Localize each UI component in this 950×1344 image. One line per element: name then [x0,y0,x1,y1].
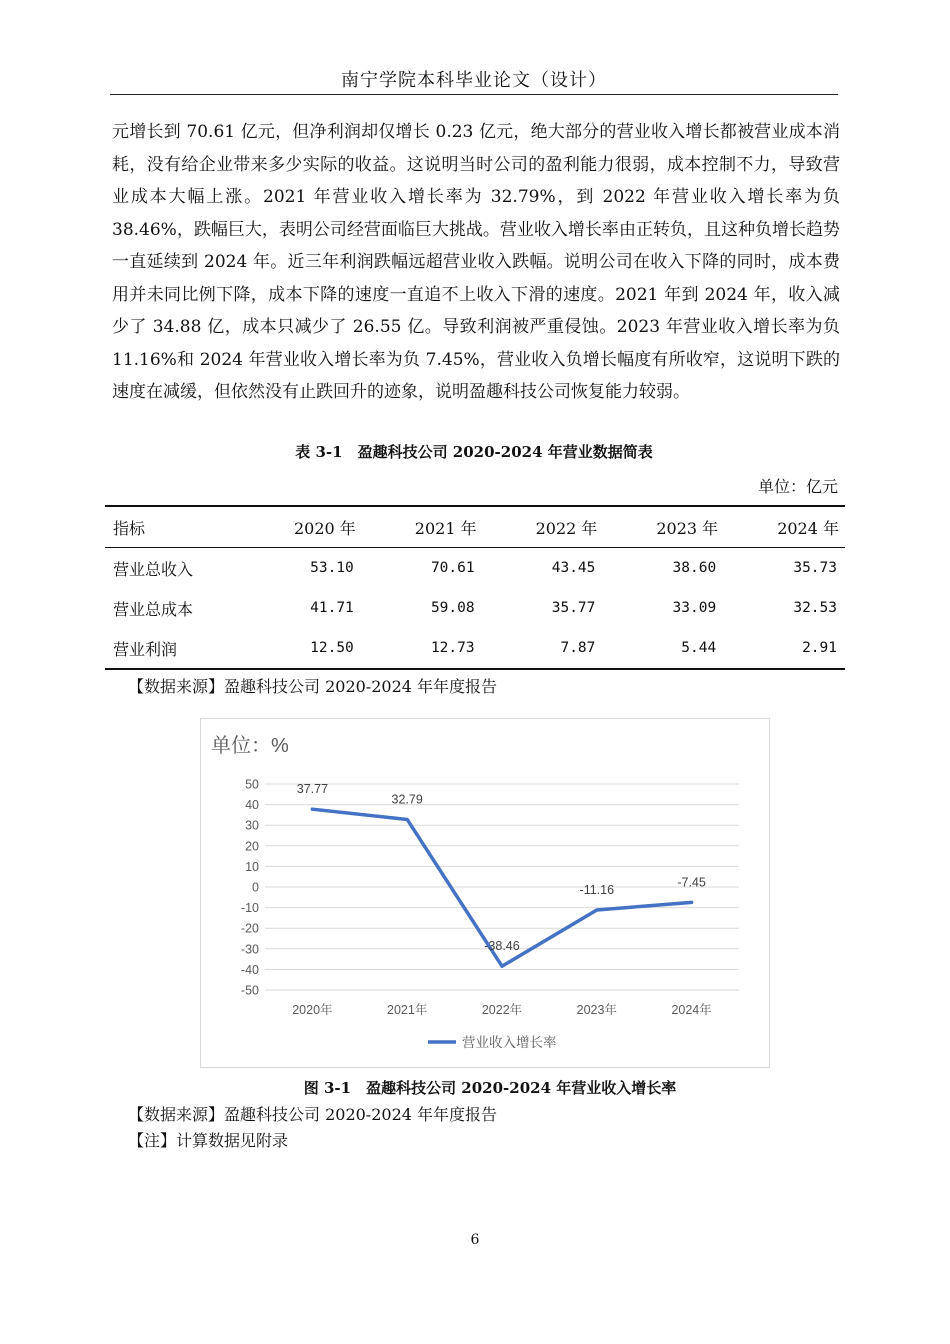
running-header: 南宁学院本科毕业论文（设计） [341,70,607,91]
y-tick-label: 40 [245,798,259,813]
table-cell: 12.73 [430,640,475,656]
table-row [105,628,845,669]
table-title: 表 3-1 盈趣科技公司 2020-2024 年营业数据简表 [295,443,653,461]
table-cell: 35.73 [793,560,837,576]
data-label: 37.77 [296,782,329,797]
y-tick-label: 20 [245,839,259,854]
data-point [406,818,409,821]
figure-title: 图 3-1 盈趣科技公司 2020-2024 年营业收入增长率 [303,1079,677,1097]
table-cell: 35.77 [551,600,596,616]
x-tick-label: 2024年 [671,1003,712,1017]
table-cell: 70.61 [430,560,475,576]
x-tick-label: 2022年 [481,1003,523,1017]
table-header-cell: 2020 年 [293,518,356,538]
page-number: 6 [470,1232,480,1248]
table-cell: 营业总成本 [113,599,194,619]
chart-svg [201,719,769,1067]
data-table [105,505,845,670]
table-unit: 单位：亿元 [757,477,838,496]
table-cell: 43.45 [551,560,596,576]
data-label: -11.16 [579,882,615,897]
legend-label: 营业收入增长率 [462,1035,557,1050]
table-cell: 53.10 [310,560,354,576]
x-tick-label: 2023年 [576,1003,617,1017]
data-label: -7.45 [677,875,706,890]
line-chart [200,718,770,1068]
data-point [595,908,598,911]
table-header-cell: 2021 年 [414,518,477,538]
x-tick-label: 2021年 [387,1003,428,1017]
table-cell: 33.09 [672,600,717,616]
table-cell: 59.08 [430,600,475,616]
body-text [112,116,840,409]
y-tick-label: -20 [240,921,259,936]
data-point [501,965,504,968]
y-tick-label: -30 [240,942,259,957]
y-tick-label: 10 [245,859,259,874]
table-header-row [105,506,845,548]
data-label: -38.46 [484,939,520,954]
table-row [105,548,845,589]
data-point [690,901,693,904]
table-cell: 7.87 [560,640,596,656]
table-row [105,588,845,628]
table-cell: 38.60 [672,560,717,576]
figure-source: 【数据来源】盈趣科技公司 2020-2024 年年度报告 [128,1105,498,1124]
table-cell: 营业利润 [113,639,178,659]
y-tick-label: 30 [245,818,259,833]
table-cell: 营业总收入 [113,559,194,579]
table-cell: 12.50 [310,640,354,656]
header-rule [110,94,838,95]
table-source: 【数据来源】盈趣科技公司 2020-2024 年年度报告 [128,677,498,696]
x-tick-label: 2020年 [292,1003,333,1017]
data-label: 32.79 [391,792,423,807]
table-header-cell: 指标 [113,518,146,538]
table-header-cell: 2022 年 [535,518,598,538]
figure-note: 【注】计算数据见附录 [128,1131,289,1150]
table-cell: 41.71 [310,600,354,616]
table-header-cell: 2024 年 [777,518,839,538]
table-header-cell: 2023 年 [656,518,719,538]
table-cell: 32.53 [793,600,837,616]
body-paragraph: 元增长到 70.61 亿元，但净利润却仅增长 0.23 亿元，绝大部分的营业收入增长都被营业成本消耗，没有给企业带来多少实际的收益。这说明当时公司的盈利能力很弱，成本控制不力，导致营业成本大幅上涨。2021 年营业收入增长率为 32.79%，到 2022 年营业收入增长率为负 38.46%，跌幅巨大，表明公司经营面临巨大挑战。营业收入增长率由正转负，且这种负增长趋势一直延续到 2024 年。近三年利润跌幅远超营业收入跌幅。说明公司在收入下降的同时，成本费用并未同比例下降，成本下降的速度一直追不上收入下滑的速度。2021 年到 2024 年，收入减少了 34.88 亿，成本只减少了 26.55 亿。导致利润被严重侵蚀。2023 年营业收入增长率为负 11.16%和 2024 年营业收入增长率为负 7.45%，营业收入负增长幅度有所收窄，这说明下跌的速度在减缓，但依然没有止跌回升的迹象，说明盈趣科技公司恢复能力较弱。 [112,122,840,402]
y-tick-label: -50 [240,983,259,998]
y-tick-label: -10 [240,901,259,916]
table-cell: 5.44 [681,640,717,656]
chart-title: 单位：% [211,735,289,757]
data-point [311,808,314,811]
y-tick-label: -40 [240,962,259,977]
y-tick-label: 0 [252,880,259,895]
table-cell: 2.91 [802,640,837,656]
y-tick-label: 50 [245,777,259,792]
